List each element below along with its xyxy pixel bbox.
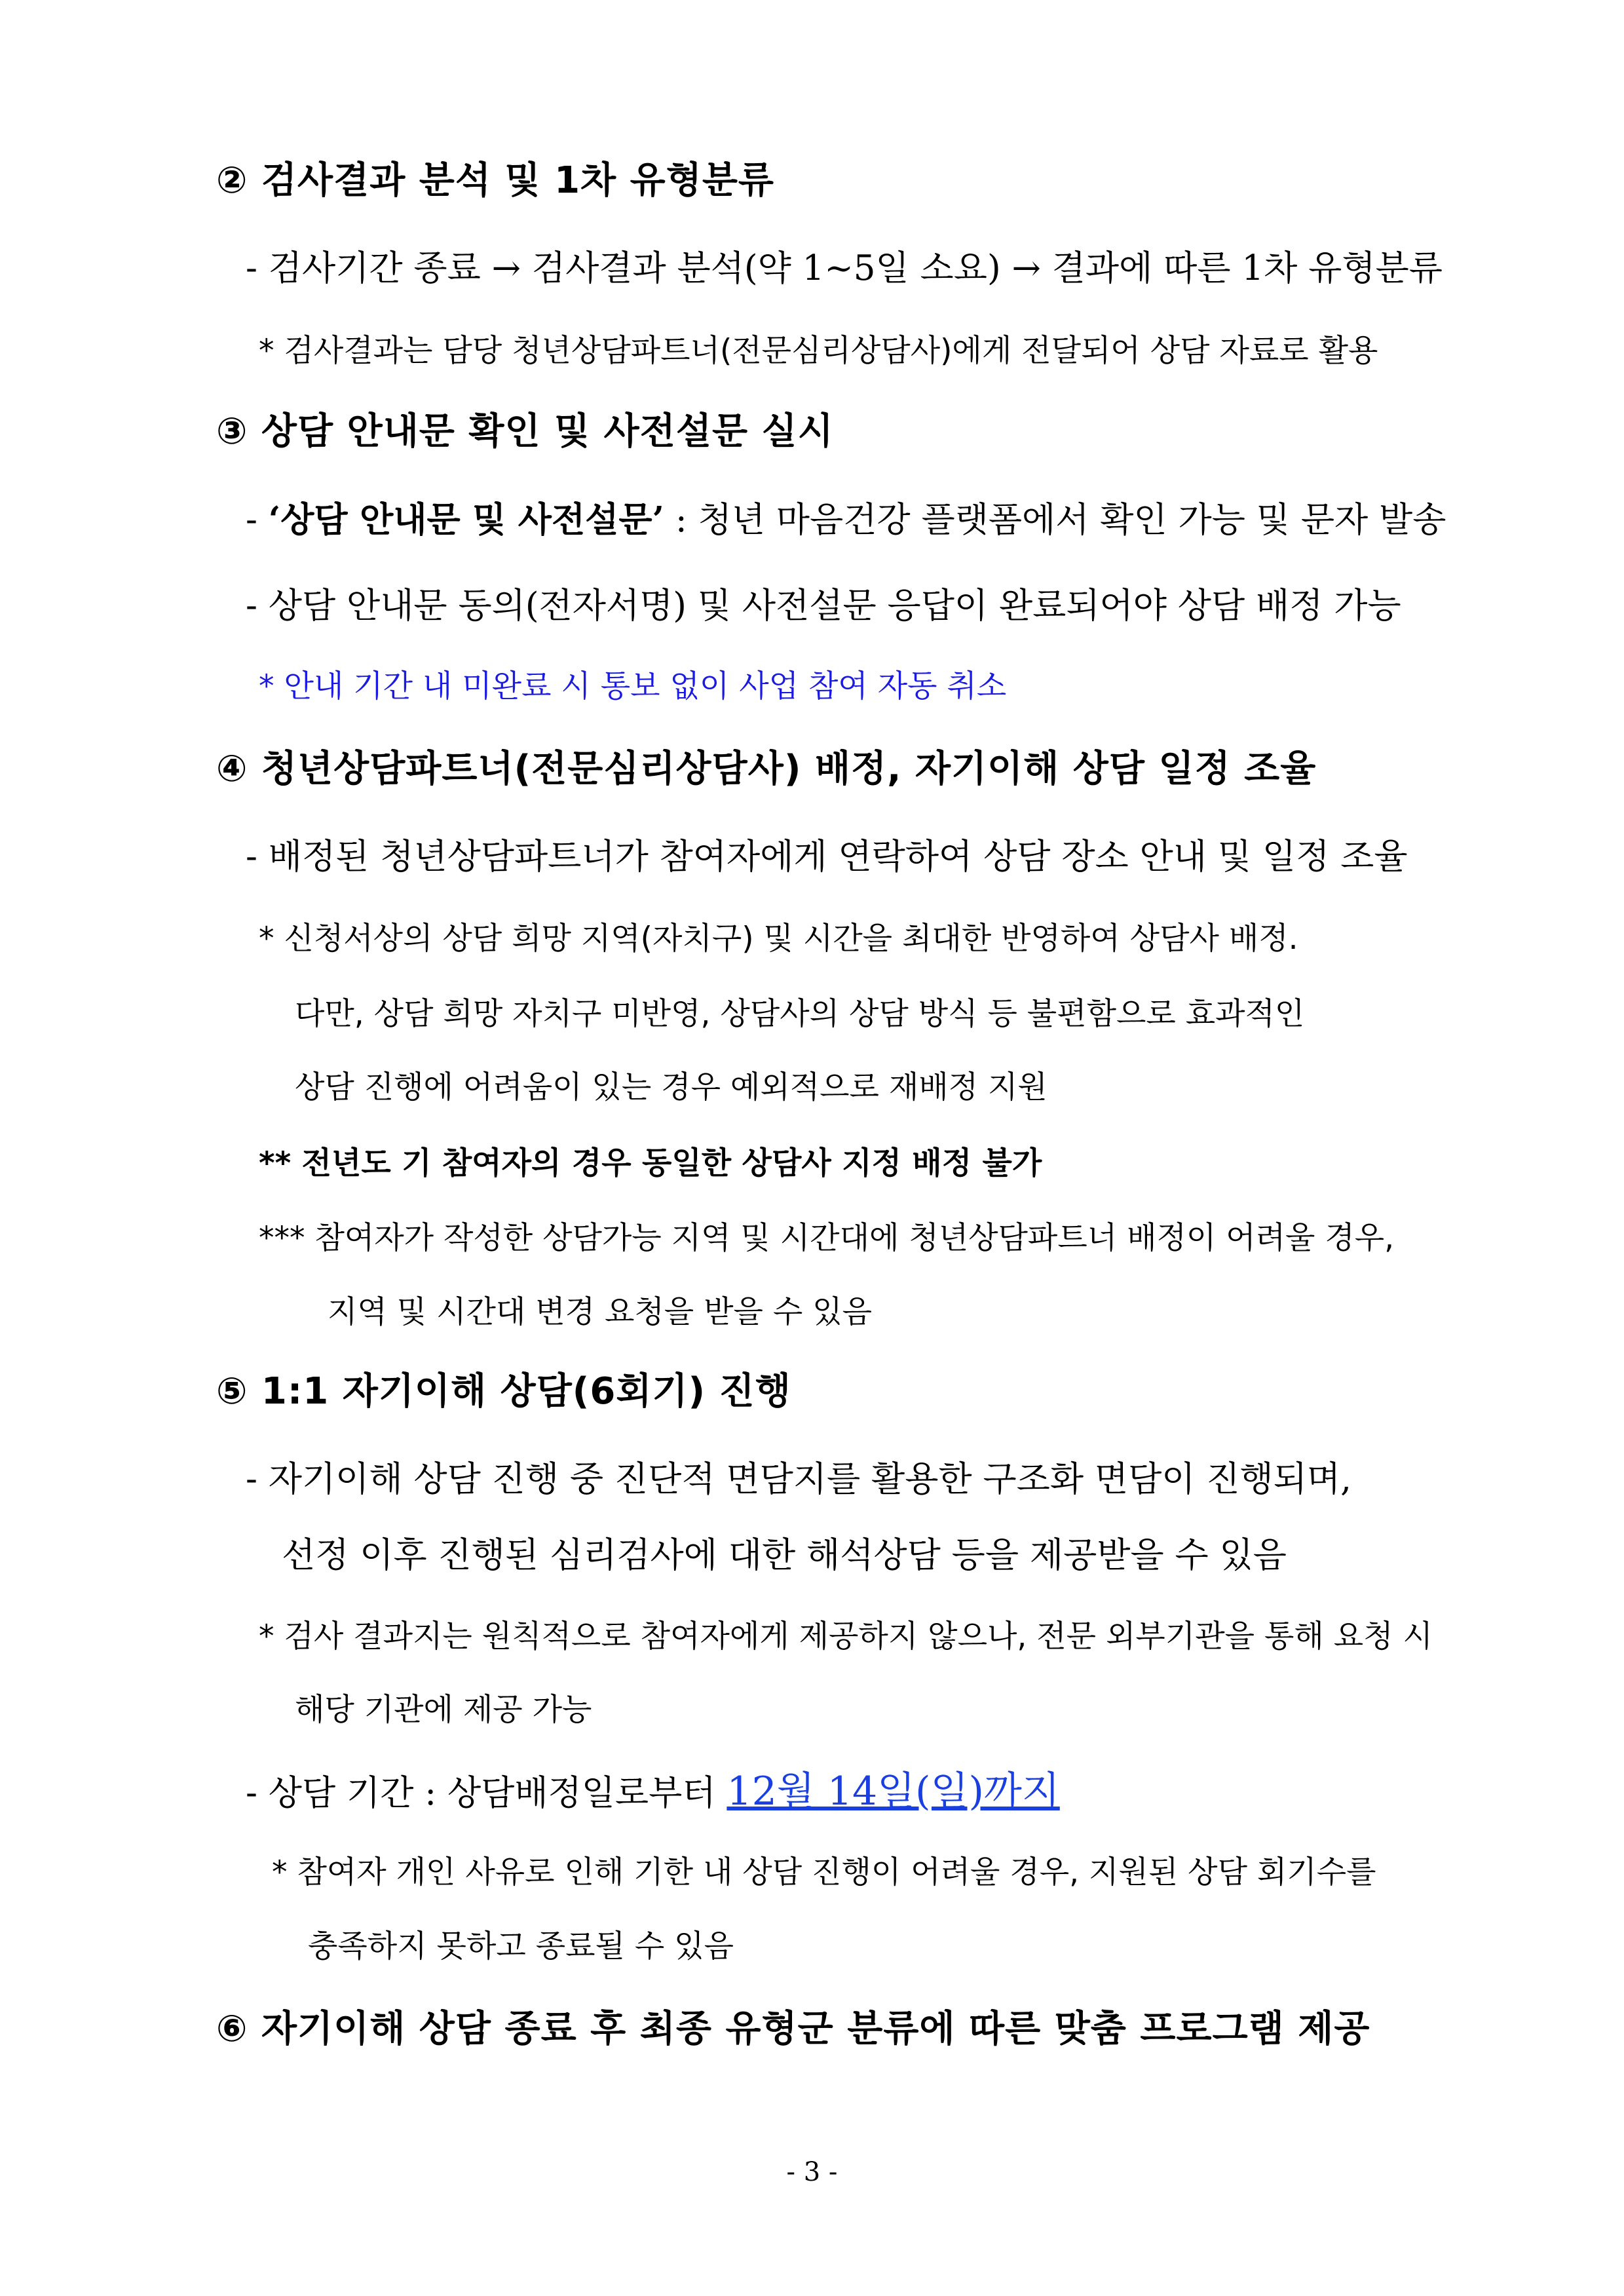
section-4-note-3-line-2: 지역 및 시간대 변경 요청을 받을 수 있음	[328, 1294, 873, 1330]
section-3-heading: ③ 상담 안내문 확인 및 사전설문 실시	[216, 410, 834, 453]
section-5-note-1-line-2: 해당 기관에 제공 가능	[295, 1692, 592, 1728]
bullet-dash: -	[246, 500, 269, 540]
deadline-date: 12월 14일(일)까지	[727, 1769, 1060, 1814]
section-3-notice: * 안내 기간 내 미완료 시 통보 없이 사업 참여 자동 취소	[259, 668, 1007, 704]
section-2-bullet-1: - 검사기간 종료 → 검사결과 분석(약 1~5일 소요) → 결과에 따른 1차 유형분류	[246, 248, 1443, 288]
section-2-note-1: * 검사결과는 담당 청년상담파트너(전문심리상담사)에게 전달되어 상담 자료로 활용	[259, 333, 1378, 369]
section-5-heading: ⑤ 1:1 자기이해 상담(6회기) 진행	[216, 1370, 791, 1413]
section-3-bullet-2: - 상담 안내문 동의(전자서명) 및 사전설문 응답이 완료되어야 상담 배정 가능	[246, 586, 1401, 626]
section-4-bullet-1: - 배정된 청년상담파트너가 참여자에게 연락하여 상담 장소 안내 및 일정 조율	[246, 837, 1408, 877]
section-4-note-1-line-3: 상담 진행에 어려움이 있는 경우 예외적으로 재배정 지원	[295, 1069, 1048, 1105]
section-5-note-2-line-1: * 참여자 개인 사유로 인해 기한 내 상담 진행이 어려울 경우, 지원된 상담 회기수를	[272, 1854, 1376, 1890]
section-4-note-3-line-1: *** 참여자가 작성한 상담가능 지역 및 시간대에 청년상담파트너 배정이 어려울 경우,	[259, 1220, 1395, 1256]
counseling-period-label: - 상담 기간 : 상담배정일로부터	[246, 1773, 727, 1813]
section-6-heading: ⑥ 자기이해 상담 종료 후 최종 유형군 분류에 따른 맞춤 프로그램 제공	[216, 2008, 1370, 2050]
section-3-bullet-1	[246, 499, 1446, 541]
section-5-bullet-1-line-1: - 자기이해 상담 진행 중 진단적 면담지를 활용한 구조화 면담이 진행되며,	[246, 1459, 1351, 1499]
section-4-note-1-line-2: 다만, 상담 희망 자치구 미반영, 상담사의 상담 방식 등 불편함으로 효과적인	[295, 996, 1305, 1032]
section-5-bullet-1-line-2: 선정 이후 진행된 심리검사에 대한 해석상담 등을 제공받을 수 있음	[282, 1535, 1287, 1575]
page-number: - 3 -	[786, 2157, 838, 2187]
section-5-note-1-line-1: * 검사 결과지는 원칙적으로 참여자에게 제공하지 않으나, 전문 외부기관을 통해 요청 시	[259, 1618, 1433, 1655]
emphasis-text: ‘상담 안내문 및 사전설문’	[268, 499, 665, 540]
section-5-note-2-line-2: 충족하지 못하고 종료될 수 있음	[308, 1928, 734, 1964]
bullet-text: : 청년 마음건강 플랫폼에서 확인 가능 및 문자 발송	[664, 500, 1446, 540]
section-4-heading: ④ 청년상담파트너(전문심리상담사) 배정, 자기이해 상담 일정 조율	[216, 748, 1317, 790]
section-4-note-2: ** 전년도 기 참여자의 경우 동일한 상담사 지정 배정 불가	[259, 1145, 1042, 1181]
section-2-heading: ② 검사결과 분석 및 1차 유형분류	[216, 159, 775, 202]
section-5-bullet-2	[246, 1768, 1060, 1815]
section-4-note-1-line-1: * 신청서상의 상담 희망 지역(자치구) 및 시간을 최대한 반영하여 상담사 배정.	[259, 921, 1298, 957]
